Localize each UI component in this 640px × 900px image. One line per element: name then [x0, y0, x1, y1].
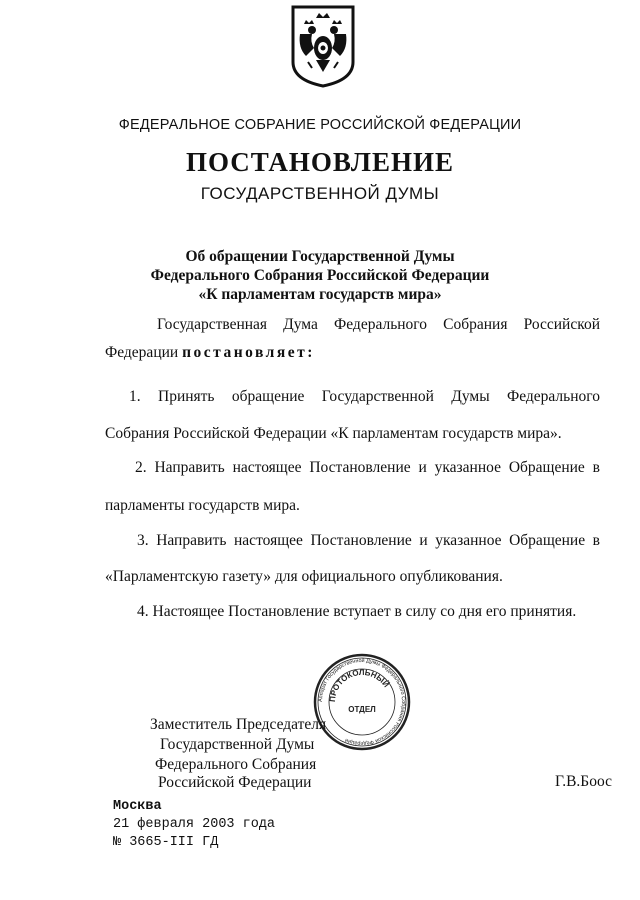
seal-inner-text: ПРОТОКОЛЬНЫЙ	[327, 667, 391, 703]
signatory-position: Российской Федерации	[158, 774, 312, 791]
document-number: № 3665-III ГД	[113, 835, 219, 850]
intro-text: Федерации	[105, 344, 183, 361]
svg-text:ПРОТОКОЛЬНЫЙ	[328, 668, 391, 702]
item-3-line: «Парламентскую газету» для официального опубликования.	[105, 568, 503, 585]
city: Москва	[113, 799, 162, 814]
subject-line: Об обращении Государственной Думы	[185, 248, 455, 265]
document-title: ПОСТАНОВЛЕНИЕ	[185, 147, 455, 177]
document-subtitle: ГОСУДАРСТВЕННОЙ ДУМЫ	[200, 184, 440, 203]
signatory-position: Заместитель Председателя	[150, 716, 327, 733]
signatory-position: Государственной Думы	[160, 736, 315, 753]
subject-line: «К парламентам государств мира»	[198, 286, 442, 303]
seal-outer-text: Аппарат Государственной Думы Федерального Собрания Российской Федерации	[317, 657, 407, 747]
russian-coat-of-arms-icon	[290, 4, 356, 88]
item-2-line: 2. Направить настоящее Постановление и указанное Обращение в	[135, 459, 600, 476]
item-2-line: парламенты государств мира.	[105, 497, 300, 514]
signatory-name: Г.В.Боос	[555, 773, 612, 790]
intro-paragraph-line	[105, 344, 600, 362]
item-1-line: 1. Принять обращение Государственной Думы Федерального	[129, 388, 600, 405]
official-seal	[312, 652, 412, 752]
document-date: 21 февраля 2003 года	[113, 817, 276, 832]
signatory-position: Федерального Собрания	[155, 756, 317, 773]
seal-center-text: ОТДЕЛ	[348, 705, 376, 714]
organization-title: ФЕДЕРАЛЬНОЕ СОБРАНИЕ РОССИЙСКОЙ ФЕДЕРАЦИИ	[118, 117, 522, 133]
subject-line: Федерального Собрания Российской Федерации	[150, 267, 490, 284]
decree-action: постановляет:	[182, 344, 315, 361]
item-3-line: 3. Направить настоящее Постановление и указанное Обращение в	[137, 532, 600, 549]
item-1-line: Собрания Российской Федерации «К парламентам государств мира».	[105, 425, 562, 442]
intro-paragraph-line: Государственная Дума Федерального Собрания Российской	[157, 316, 600, 333]
item-4-line: 4. Настоящее Постановление вступает в силу со дня его принятия.	[137, 603, 577, 620]
